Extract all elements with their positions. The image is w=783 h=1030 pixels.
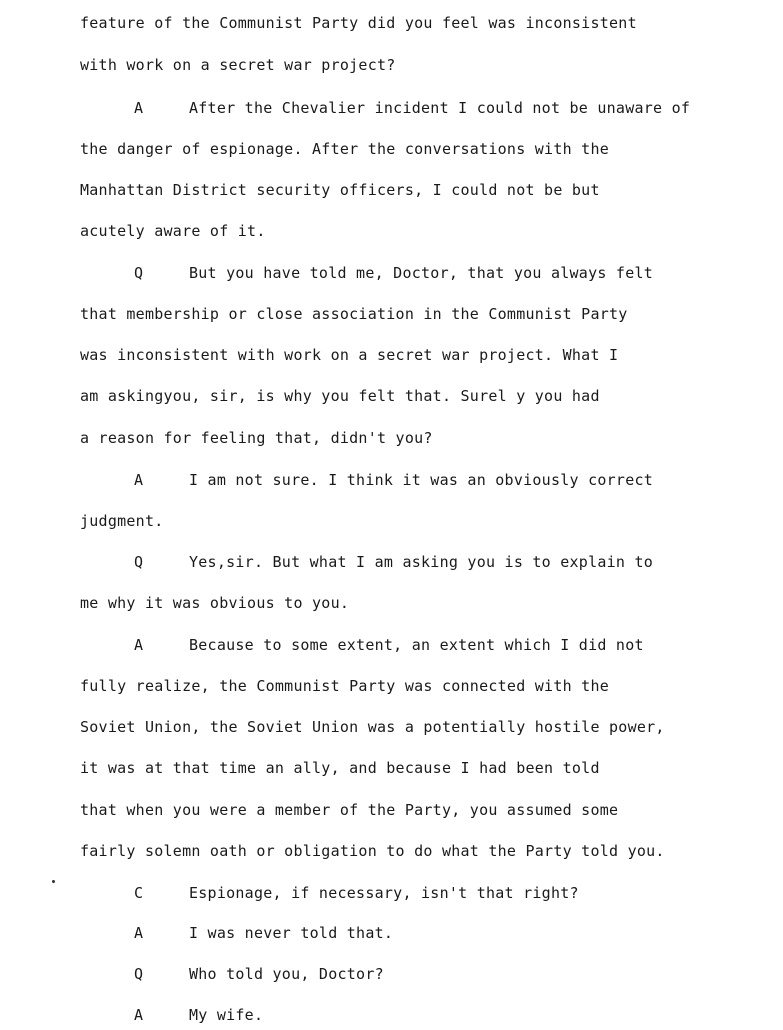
scan-speck [52, 880, 55, 883]
text-line: I was never told that. [189, 924, 394, 942]
text-line: judgment. [80, 512, 164, 530]
text-line: me why it was obvious to you. [80, 594, 350, 612]
speaker-marker: Q [134, 553, 144, 571]
speaker-marker: A [134, 924, 144, 942]
text-line: with work on a secret war project? [80, 56, 396, 74]
text-line: acutely aware of it. [80, 222, 266, 240]
text-line: But you have told me, Doctor, that you always felt [189, 264, 654, 282]
text-line: After the Chevalier incident I could not be unaware of [189, 99, 691, 117]
text-line: Espionage, if necessary, isn't that right? [189, 884, 579, 902]
speaker-marker: A [134, 471, 144, 489]
text-line: Who told you, Doctor? [189, 965, 384, 983]
speaker-marker: A [134, 636, 144, 654]
text-line: it was at that time an ally, and because I had been told [80, 759, 600, 777]
text-line: Manhattan District security officers, I could not be but [80, 181, 600, 199]
speaker-marker: C [134, 884, 144, 902]
text-line: a reason for feeling that, didn't you? [80, 429, 433, 447]
text-line: was inconsistent with work on a secret war project. What I [80, 346, 619, 364]
text-line: Because to some extent, an extent which I did not [189, 636, 644, 654]
text-line: am askingyou, sir, is why you felt that. Surel y you had [80, 387, 600, 405]
speaker-marker: Q [134, 965, 144, 983]
speaker-marker: Q [134, 264, 144, 282]
text-line: that membership or close association in the Communist Party [80, 305, 628, 323]
text-line: Soviet Union, the Soviet Union was a potentially hostile power, [80, 718, 665, 736]
text-line: feature of the Communist Party did you feel was inconsistent [80, 14, 637, 32]
text-line: fully realize, the Communist Party was connected with the [80, 677, 610, 695]
text-line: that when you were a member of the Party, you assumed some [80, 801, 619, 819]
text-line: fairly solemn oath or obligation to do what the Party told you. [80, 842, 665, 860]
text-line: the danger of espionage. After the conversations with the [80, 140, 610, 158]
text-line: My wife. [189, 1006, 264, 1024]
text-line: I am not sure. I think it was an obviously correct [189, 471, 654, 489]
speaker-marker: A [134, 1006, 144, 1024]
speaker-marker: A [134, 99, 144, 117]
text-line: Yes,sir. But what I am asking you is to explain to [189, 553, 654, 571]
